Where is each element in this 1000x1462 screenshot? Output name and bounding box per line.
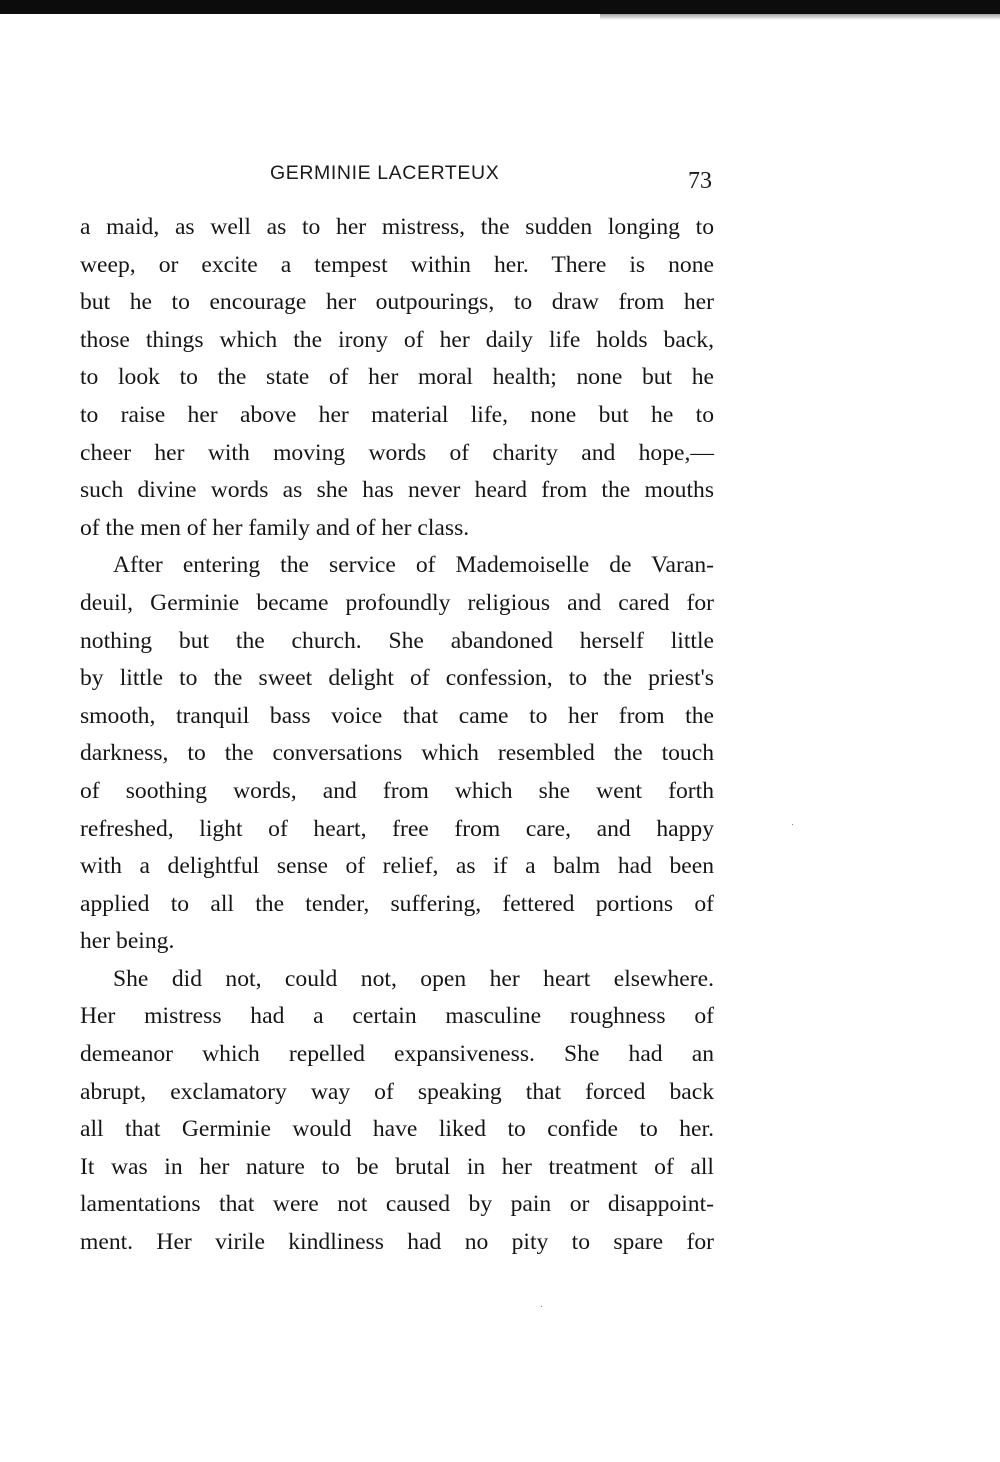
text-line: of the men of her family and of her class. [80,514,470,541]
text-line: those things which the irony of her daily life holds back, [80,326,714,353]
text-line: smooth, tranquil bass voice that came to her from the [80,702,714,729]
running-head [80,160,714,200]
scan-speck [541,1306,542,1307]
text-line: lamentations that were not caused by pain or disappoint- [80,1191,714,1218]
text-line: demeanor which repelled expansiveness. She had an [80,1041,714,1068]
text-line: but he to encourage her outpourings, to draw from her [80,289,714,316]
running-title: GERMINIE LACERTEUX [270,162,500,184]
scan-top-border [0,0,1000,14]
text-line: applied to all the tender, suffering, fettered portions of [80,890,714,917]
text-line: deuil, Germinie became profoundly religious and cared for [80,589,714,616]
text-line: to look to the state of her moral health; none but he [80,364,714,391]
text-line: such divine words as she has never heard from the mouths [80,477,714,504]
text-line: abrupt, exclamatory way of speaking that forced back [80,1078,714,1105]
text-line: a maid, as well as to her mistress, the sudden longing to [80,214,714,240]
text-line: darkness, to the conversations which resembled the touch [80,740,714,767]
text-line: Her mistress had a certain masculine roughness of [80,1003,714,1030]
text-line: all that Germinie would have liked to confide to her. [80,1116,714,1143]
scan-edge-shadow [600,14,1000,20]
text-line: She did not, could not, open her heart elsewhere. [113,965,714,992]
text-line: cheer her with moving words of charity and hope,— [80,439,714,466]
text-line: refreshed, light of heart, free from care, and happy [80,815,714,842]
text-line: of soothing words, and from which she went forth [80,777,714,804]
body-text [80,209,714,1262]
text-line: with a delightful sense of relief, as if a balm had been [80,853,714,880]
text-line: It was in her nature to be brutal in her treatment of all [80,1153,714,1180]
text-line: nothing but the church. She abandoned herself little [80,627,714,654]
text-line: weep, or excite a tempest within her. There is none [80,251,714,278]
text-line: to raise her above her material life, none but he to [80,401,714,428]
text-line: After entering the service of Mademoiselle de Varan- [113,552,714,579]
text-line: her being. [80,928,175,955]
page-number: 73 [688,168,712,194]
scan-speck [792,824,793,825]
text-line: ment. Her virile kindliness had no pity to spare for [80,1229,714,1256]
text-line: by little to the sweet delight of confession, to the priest's [80,665,714,692]
